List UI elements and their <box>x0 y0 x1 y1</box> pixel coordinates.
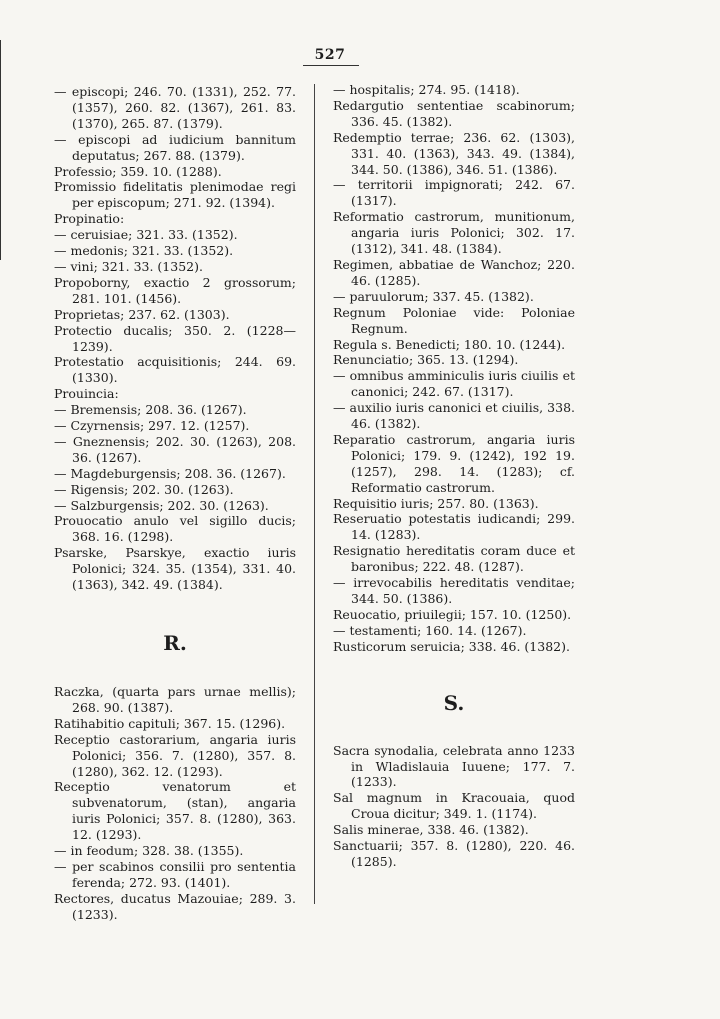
index-entry: Sal magnum in Kracouaia, quod Croua dicitur; 349. 1. (1174). <box>333 790 575 822</box>
index-entry: Propoborny, exactio 2 grossorum; 281. 101. (1456). <box>54 274 296 306</box>
index-entry: Psarske, Psarskye, exactio iuris Polonici; 324. 35. (1354), 331. 40. (1363), 342. 49. (1384). <box>54 545 296 593</box>
index-entry: — Gneznensis; 202. 30. (1263), 208. 36. (1267). <box>54 433 296 465</box>
index-entry: — hospitalis; 274. 95. (1418). <box>333 82 520 97</box>
index-entry: — territorii impignorati; 242. 67. (1317). <box>333 177 575 209</box>
right-column <box>333 82 575 870</box>
index-entry: — paruulorum; 337. 45. (1382). <box>333 288 534 304</box>
section-heading-s: S. <box>443 690 465 715</box>
index-entry: Receptio venatorum et subvenatorum, (stan), angaria iuris Polonici; 357. 8. (1280), 363. 12. (1293). <box>54 779 296 843</box>
page-number: 527 <box>314 47 346 63</box>
index-entry: — omnibus amminiculis iuris ciuilis et canonici; 242. 67. (1317). <box>333 368 575 400</box>
index-entry: — testamenti; 160. 14. (1267). <box>333 622 527 638</box>
index-entry: — auxilio iuris canonici et ciuilis, 338. 46. (1382). <box>333 400 575 432</box>
index-entry: Regula s. Benedicti; 180. 10. (1244). <box>333 336 566 352</box>
page-edge-line <box>0 40 1 260</box>
index-entry: Receptio castorarium, angaria iuris Polonici; 356. 7. (1280), 357. 8. (1280), 362. 12. (1293). <box>54 731 296 779</box>
index-entry: Reparatio castrorum, angaria iuris Polonici; 179. 9. (1242), 192 19. (1257), 298. 14. (1283); cf. Reformatio castrorum. <box>333 431 575 495</box>
index-entry: — per scabinos consilii pro sententia ferenda; 272. 93. (1401). <box>54 858 296 890</box>
index-entry: — ceruisiae; 321. 33. (1352). <box>54 227 238 243</box>
index-entry: Regnum Poloniae vide: Poloniae Regnum. <box>333 304 575 336</box>
index-entry: — Magdeburgensis; 208. 36. (1267). <box>54 465 286 481</box>
index-entry: — vini; 321. 33. (1352). <box>54 258 203 274</box>
index-entry: Promissio fidelitatis plenimodae regi per episcopum; 271. 92. (1394). <box>54 179 296 211</box>
index-entry: — Bremensis; 208. 36. (1267). <box>54 402 247 418</box>
section-heading-r: R. <box>163 631 187 655</box>
column-divider <box>314 84 315 904</box>
left-entries-bottom <box>54 684 296 923</box>
index-entry: — in feodum; 328. 38. (1355). <box>54 843 244 859</box>
index-entry: — Rigensis; 202. 30. (1263). <box>54 481 234 497</box>
index-entry: Proprietas; 237. 62. (1303). <box>54 306 230 322</box>
index-entry: — episcopi; 246. 70. (1331), 252. 77. (1357), 260. 82. (1367), 261. 83. (1370), 265. 87. (1379). <box>54 84 296 131</box>
index-entry: Redargutio sententiae scabinorum; 336. 45. (1382). <box>333 97 575 129</box>
index-entry: Professio; 359. 10. (1288). <box>54 163 222 179</box>
index-entry: Ratihabitio capituli; 367. 15. (1296). <box>54 715 286 731</box>
left-column <box>54 84 296 923</box>
index-entry: — medonis; 321. 33. (1352). <box>54 243 234 259</box>
index-entry: Salis minerae, 338. 46. (1382). <box>333 822 529 838</box>
index-entry: Prouincia: <box>54 386 119 402</box>
index-entry: Sanctuarii; 357. 8. (1280), 220. 46. (1285). <box>333 838 575 869</box>
index-entry: Prouocatio anulo vel sigillo ducis; 368. 16. (1298). <box>54 513 296 545</box>
index-entry: Reuocatio, priuilegii; 157. 10. (1250). <box>333 606 572 622</box>
index-entry: — Czyrnensis; 297. 12. (1257). <box>54 418 250 434</box>
index-entry: Protectio ducalis; 350. 2. (1228—1239). <box>54 322 296 354</box>
index-entry: Regimen, abbatiae de Wanchoz; 220. 46. (1285). <box>333 256 575 288</box>
index-entry: Resignatio hereditatis coram duce et baronibus; 222. 48. (1287). <box>333 543 575 575</box>
index-entry: Redemptio terrae; 236. 62. (1303), 331. 40. (1363), 343. 49. (1384), 344. 50. (1386), 346. 51. (1386). <box>333 129 575 177</box>
index-entry: Renunciatio; 365. 13. (1294). <box>333 352 519 368</box>
page-number-rule <box>303 65 359 66</box>
index-entry: Reseruatio potestatis iudicandi; 299. 14. (1283). <box>333 511 575 543</box>
right-entries-bottom <box>333 743 575 870</box>
right-entries-top <box>333 82 575 655</box>
index-entry: Propinatio: <box>54 211 125 227</box>
index-entry: — Salzburgensis; 202. 30. (1263). <box>54 497 269 513</box>
index-entry: Rectores, ducatus Mazouiae; 289. 3. (1233). <box>54 890 296 922</box>
index-entry: Raczka, (quarta pars urnae mellis); 268. 90. (1387). <box>54 684 296 715</box>
index-entry: Rusticorum seruicia; 338. 46. (1382). <box>333 638 570 654</box>
index-entry: Reformatio castrorum, munitionum, angaria iuris Polonici; 302. 17. (1312), 341. 48. (1384). <box>333 209 575 257</box>
index-entry: — irrevocabilis hereditatis venditae; 344. 50. (1386). <box>333 575 575 606</box>
index-entry: — episcopi ad iudicium bannitum deputatus; 267. 88. (1379). <box>54 131 296 163</box>
index-entry: Sacra synodalia, celebrata anno 1233 in Wladislauia Iuuene; 177. 7. (1233). <box>333 742 575 790</box>
index-entry: Requisitio iuris; 257. 80. (1363). <box>333 495 539 511</box>
index-entry: Protestatio acquisitionis; 244. 69. (1330). <box>54 354 296 386</box>
left-entries-top <box>54 84 296 593</box>
